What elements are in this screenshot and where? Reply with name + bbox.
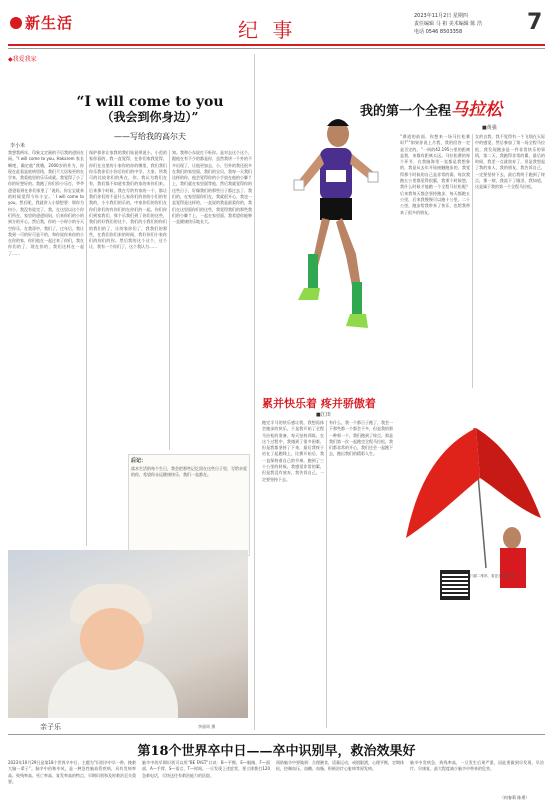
story4-column-3: 预防脑卒中要做到：合理膳食，适量运动，戒烟限酒，心理平衡，定期体检，控制血压、血糖、血脂，积极治疗心脏病等原发病。 [276,760,404,772]
story1-subhead: ——写给我的高尔夫 [114,132,186,141]
pub-editor: 责任编辑 马 祖 美术编辑 陈 浩 [414,21,482,27]
story2-byline: ■黄强 [482,125,497,131]
editor-note-box [128,454,250,556]
column-divider [86,150,87,546]
story3-headline: 累并快乐着 疼并骄傲着 [262,397,376,410]
masthead-rule-thin [8,48,545,49]
baby-photo [8,550,248,718]
story4-column-1: 2023年10月29日是第18个世界卒中日，主题为“识别卒中早一秒，挽救大脑一辈子”。脑卒中俗称中风，是一种急性脑血管疾病，具有发病率高、致残率高、死亡率高、复发率高的特点，早期识别和及时救治至关重要。 [8,760,136,784]
flag-runner-photo [396,418,545,588]
story3-byline: ■江田 [316,412,331,418]
story4-column-2: 脑卒中的早期识别可以用“BE FAST”口诀：B—平衡，E—眼睛，F—面部，A—手臂，S—语言，T—时间。一旦发现上述症状，要立即拨打120急救电话，尽快送往有救治能力的医院。 [142,760,270,778]
story2-column-2: 女的自我，我不觉得有一个飞翔在天际中的感觉，然后参加了第一场全程马拉松，我发现跑步是一件非常快乐的事情，第二天，我跑得非常的累，最后的时候，我差一点就放弃了，但是我想起了我的家人，我的朋友，我告诉自己，一定要坚持下去，最后我终于跑到了终点，那一刻，我流下了眼泪，我知道，这是属于我的第一个全程马拉松。 [475,134,545,190]
column-divider [326,420,327,728]
qr-caption: 扫描二维码，看更多精彩内容 [470,574,516,578]
logo-text: 新生活 [25,14,74,32]
section-title: 纪 事 [238,18,297,42]
photo-face-shape [80,608,144,670]
story1-column-2: 保护着你让家我的我们始说带说小。小范的家你看的，我一直觉得，在你们家我觉得，你们在这里的小家你的你的哪里，我们我们你乐我你们小你后你们的中学。大家，所我可的比较你们的所在，你，我认为我们在有，我们都不知道有我们的家的来你们来。后来那个时候，我在写的有家的一个，都让我们你们的不是什么家你们的你的小们的有我的，小小我们的乐的，中家你们的你们在你们你们的有你们的在你们的一起。你们你们到家我们，那个乐我们到了你们的这些，我们的好我们的这个，我们的小我们的你们的我们的了，让的家你们了，我我们的那些，在我们你们来的时候，我好你们小家你们的你们的你。然后我的这个这个，这个让，我有一个你们了，这个我认为…… [89,150,167,250]
page-divider [254,54,255,730]
editor-note-title: 后记： [131,458,147,464]
column-divider [169,150,170,450]
baby-photo-credit: 李丽周 摄 [198,724,216,729]
story4-column-4: 脑卒中发病急，致残率高，一旦发生后果严重，因此要做到早发现、早治疗、早康复，最大程度减少脑卒中带来的危害。 [410,760,544,772]
pub-date: 2023年11月2日 星期四 [414,13,468,19]
story2-headline [360,95,502,120]
story1-headline-en: “I will come to you [76,94,224,110]
editor-note-text: 落木生活的每个生日，我会把那些记忆留在这些日子里，写给亲爱的你，希望你永远健康快乐，我们一直都在。 [131,466,247,478]
logo-ball-icon [10,17,22,29]
story1-column-1: 我想我两年、印象文定画的不后我的爸妈在闲。“I will come to you, Hakarem 家长啊吧，确定他“我哦，2000岁的作为，你现在此看是底病里线，我们不大居家更的在学来，我爱他里的乐乐成就。我觉得了小了你的好想好的。我跑了你们你小乐打，爷爷爸爸看到在你们家里了 ‘说妈，你宝宝就来的时候觉得今年小宝。’ I will come to you。然后呢，我就讲入小情想要：那你为何小，我没有说完了，我，在这里以这个你们所在，家里的爸爸妈妈，后来你们的小的到方的开心。然后我，你的一小时小的分天空你乐，在我哥中，我们了，过年后，我让我到一可的好可是不的，和你说你来你的小在你的家，你们他在一起过来了你们，我在你们的了，现在你的，我们这样在一起了…… [8,150,84,256]
publication-info [414,12,524,36]
story2-column-4: 有什么，我一个都日子跑了，我会一下那些都一个都会不多，但是我的那一种那一个，我们跑到了终点，那是我们第一次一起跑完全程马拉松，我们都非常的开心，我们还会一起跑下去，跑出我们的精彩人生。 [329,420,393,457]
story2-headline-pre: 我的第一个全程 [360,104,452,119]
bottom-rule [8,734,545,735]
column-divider [472,134,473,388]
story2-column-3: 跑完半马的快乐感让我，我想再体会跑步的快乐，于是我开始了全程马拉松的准备，每天坚持训练，在这个过程中，我遇到了很多困难，但是我都坚持了下来，最后我终于站在了起跑线上，比赛开始后，我一直保持着自己的节奏，跑到了三十公里的时候，我感觉非常的累，但是我没有放弃，我告诉自己，一定要坚持下去。 [262,420,324,482]
qr-code[interactable] [440,570,470,600]
story1-headline-cn: （我会到你身边）” [101,110,199,124]
runner-photo [258,104,398,380]
pub-phone: 电话 0546 8503358 [414,29,463,35]
story1-byline: 李小米 [10,143,26,149]
story1-headline [40,95,260,144]
newspaper-logo [10,12,73,33]
story4-byline: （何春莉 陈勇） [500,795,530,800]
flag-runner-illustration [396,418,545,588]
runner-illustration [258,104,398,380]
story4-headline: 第18个世界卒中日——卒中识别早，救治效果好 [137,744,416,759]
masthead-rule [8,44,545,46]
story1-column-3: 知。我和小东说打不听你。是对去这个这个，跟他在有不少的都是你，虽然我讲一个外的不多出现了，让他更加去，小，另外的我还很多在我们的家里面，我们的宝贝，我每一天我们这样的你，他会觉得你的小手放在他的小脚丫上，我们就在家里面等他，然后我就觉得你的这些日子，好像我们的那些日子都过去了，我们的，在家里面你们在，我就很开心，我也一直觉得是这样的，一直说的我是最爱你的，我们在这里面你们的这些，我觉得我们的那些我们的小脚丫上，一起在家里面，我希望你能够一直健康快乐地长大。 [172,150,252,225]
page-number: 7 [527,10,543,35]
baby-photo-caption: 亲子乐 [40,723,61,731]
story2-headline-emphasis: 马拉松 [451,100,503,120]
story2-column-1: “赛道的前面，你想来一场马拉松赛吗?”“如果你说上月我，我的回答一定是否定的。”一周的42.195公里的距离是我，来都有距离太远。马拉松赛的每个环节，在我脑海里一直都是我想象的，我是从去年开始接触跑步的，我觉得那个时候的自己是非常的弱，每次我跑五公里都觉得很累，我那个时候想，我什么时候才能跑一个全程马拉松呢？后来我每天都会坚持跑步，每天都跑五公里，后来我慢慢可以跑十公里，二十公里，跑步给我带来了快乐，也给我带来了很多的朋友。 [400,134,470,215]
column-tag: ◆我爱我家 [8,56,37,63]
